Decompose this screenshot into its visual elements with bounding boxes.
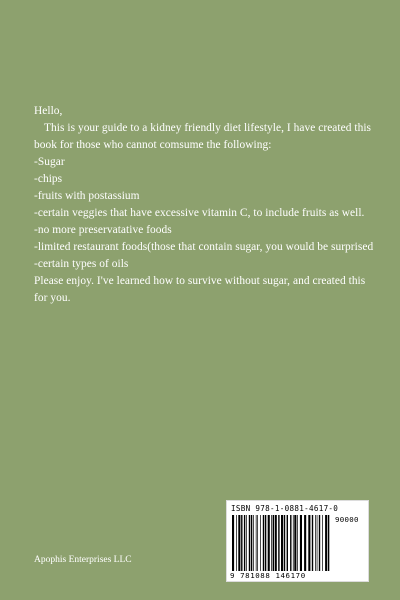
barcode-bar — [268, 515, 270, 571]
addon-digits: 90000 — [335, 515, 359, 524]
publisher-name: Apophis Enterprises LLC — [34, 555, 132, 565]
barcode-bar — [236, 515, 237, 571]
barcode-bar — [273, 515, 274, 571]
barcode-bar — [287, 515, 288, 571]
list-item: -chips — [34, 173, 63, 185]
list-item: -certain veggies that have excessive vitamin C, to include fruits as well. — [34, 207, 365, 219]
barcode-bar — [281, 515, 283, 571]
barcode-bar — [322, 515, 323, 571]
list-item: -limited restaurant foods(those that contain sugar, you would be surprised — [34, 241, 374, 253]
barcode-bar — [249, 515, 250, 571]
barcode-bar — [260, 515, 261, 571]
barcode-bar — [308, 515, 310, 571]
barcode-bar — [325, 515, 327, 571]
barcode-bar — [246, 515, 247, 571]
barcode-bar — [312, 515, 313, 571]
barcode-bar — [265, 515, 266, 571]
list-item: -Sugar — [34, 156, 65, 168]
list-item: -no more preservatative foods — [34, 224, 172, 236]
addon-barcode-bars — [336, 515, 368, 577]
barcode-bar — [232, 515, 234, 571]
barcode-bar — [297, 515, 298, 571]
letter-text — [34, 103, 374, 307]
list-item: -fruits with postassium — [34, 190, 140, 202]
barcode-bar — [253, 515, 254, 571]
barcode-bar — [315, 515, 316, 571]
barcode-bar — [293, 515, 294, 571]
barcode-bar — [304, 515, 306, 571]
barcode-bar — [300, 515, 302, 571]
isbn-barcode — [226, 500, 369, 582]
intro-paragraph: This is your guide to a kidney friendly diet lifestyle, I have created this book for those who cannot comsume the following: — [34, 122, 372, 151]
list-item: -certain types of oils — [34, 258, 129, 270]
closing-paragraph: Please enjoy. I've learned how to survive without sugar, and created this for you. — [34, 275, 366, 304]
barcode-bar — [278, 515, 279, 571]
barcode-bar — [328, 515, 329, 571]
barcode-bar — [317, 515, 318, 571]
barcode-bar — [319, 515, 320, 571]
barcode-bar — [275, 515, 277, 571]
isbn-label: ISBN 978-1-0881-4617-0 — [231, 504, 339, 513]
barcode-bar — [251, 515, 252, 571]
barcode-bar — [244, 515, 245, 571]
barcode-bar — [271, 515, 272, 571]
barcode-bar — [256, 515, 257, 571]
barcode-bar — [290, 515, 291, 571]
barcode-bar — [284, 515, 285, 571]
barcode-bar — [241, 515, 242, 571]
barcode-bar — [238, 515, 240, 571]
barcode-bar — [263, 515, 264, 571]
barcode-bars — [231, 515, 331, 571]
greeting: Hello, — [34, 105, 63, 117]
barcode-digits: 9 781088 146170 — [230, 571, 306, 580]
barcode-bar — [257, 515, 258, 571]
barcode-bar — [294, 515, 296, 571]
